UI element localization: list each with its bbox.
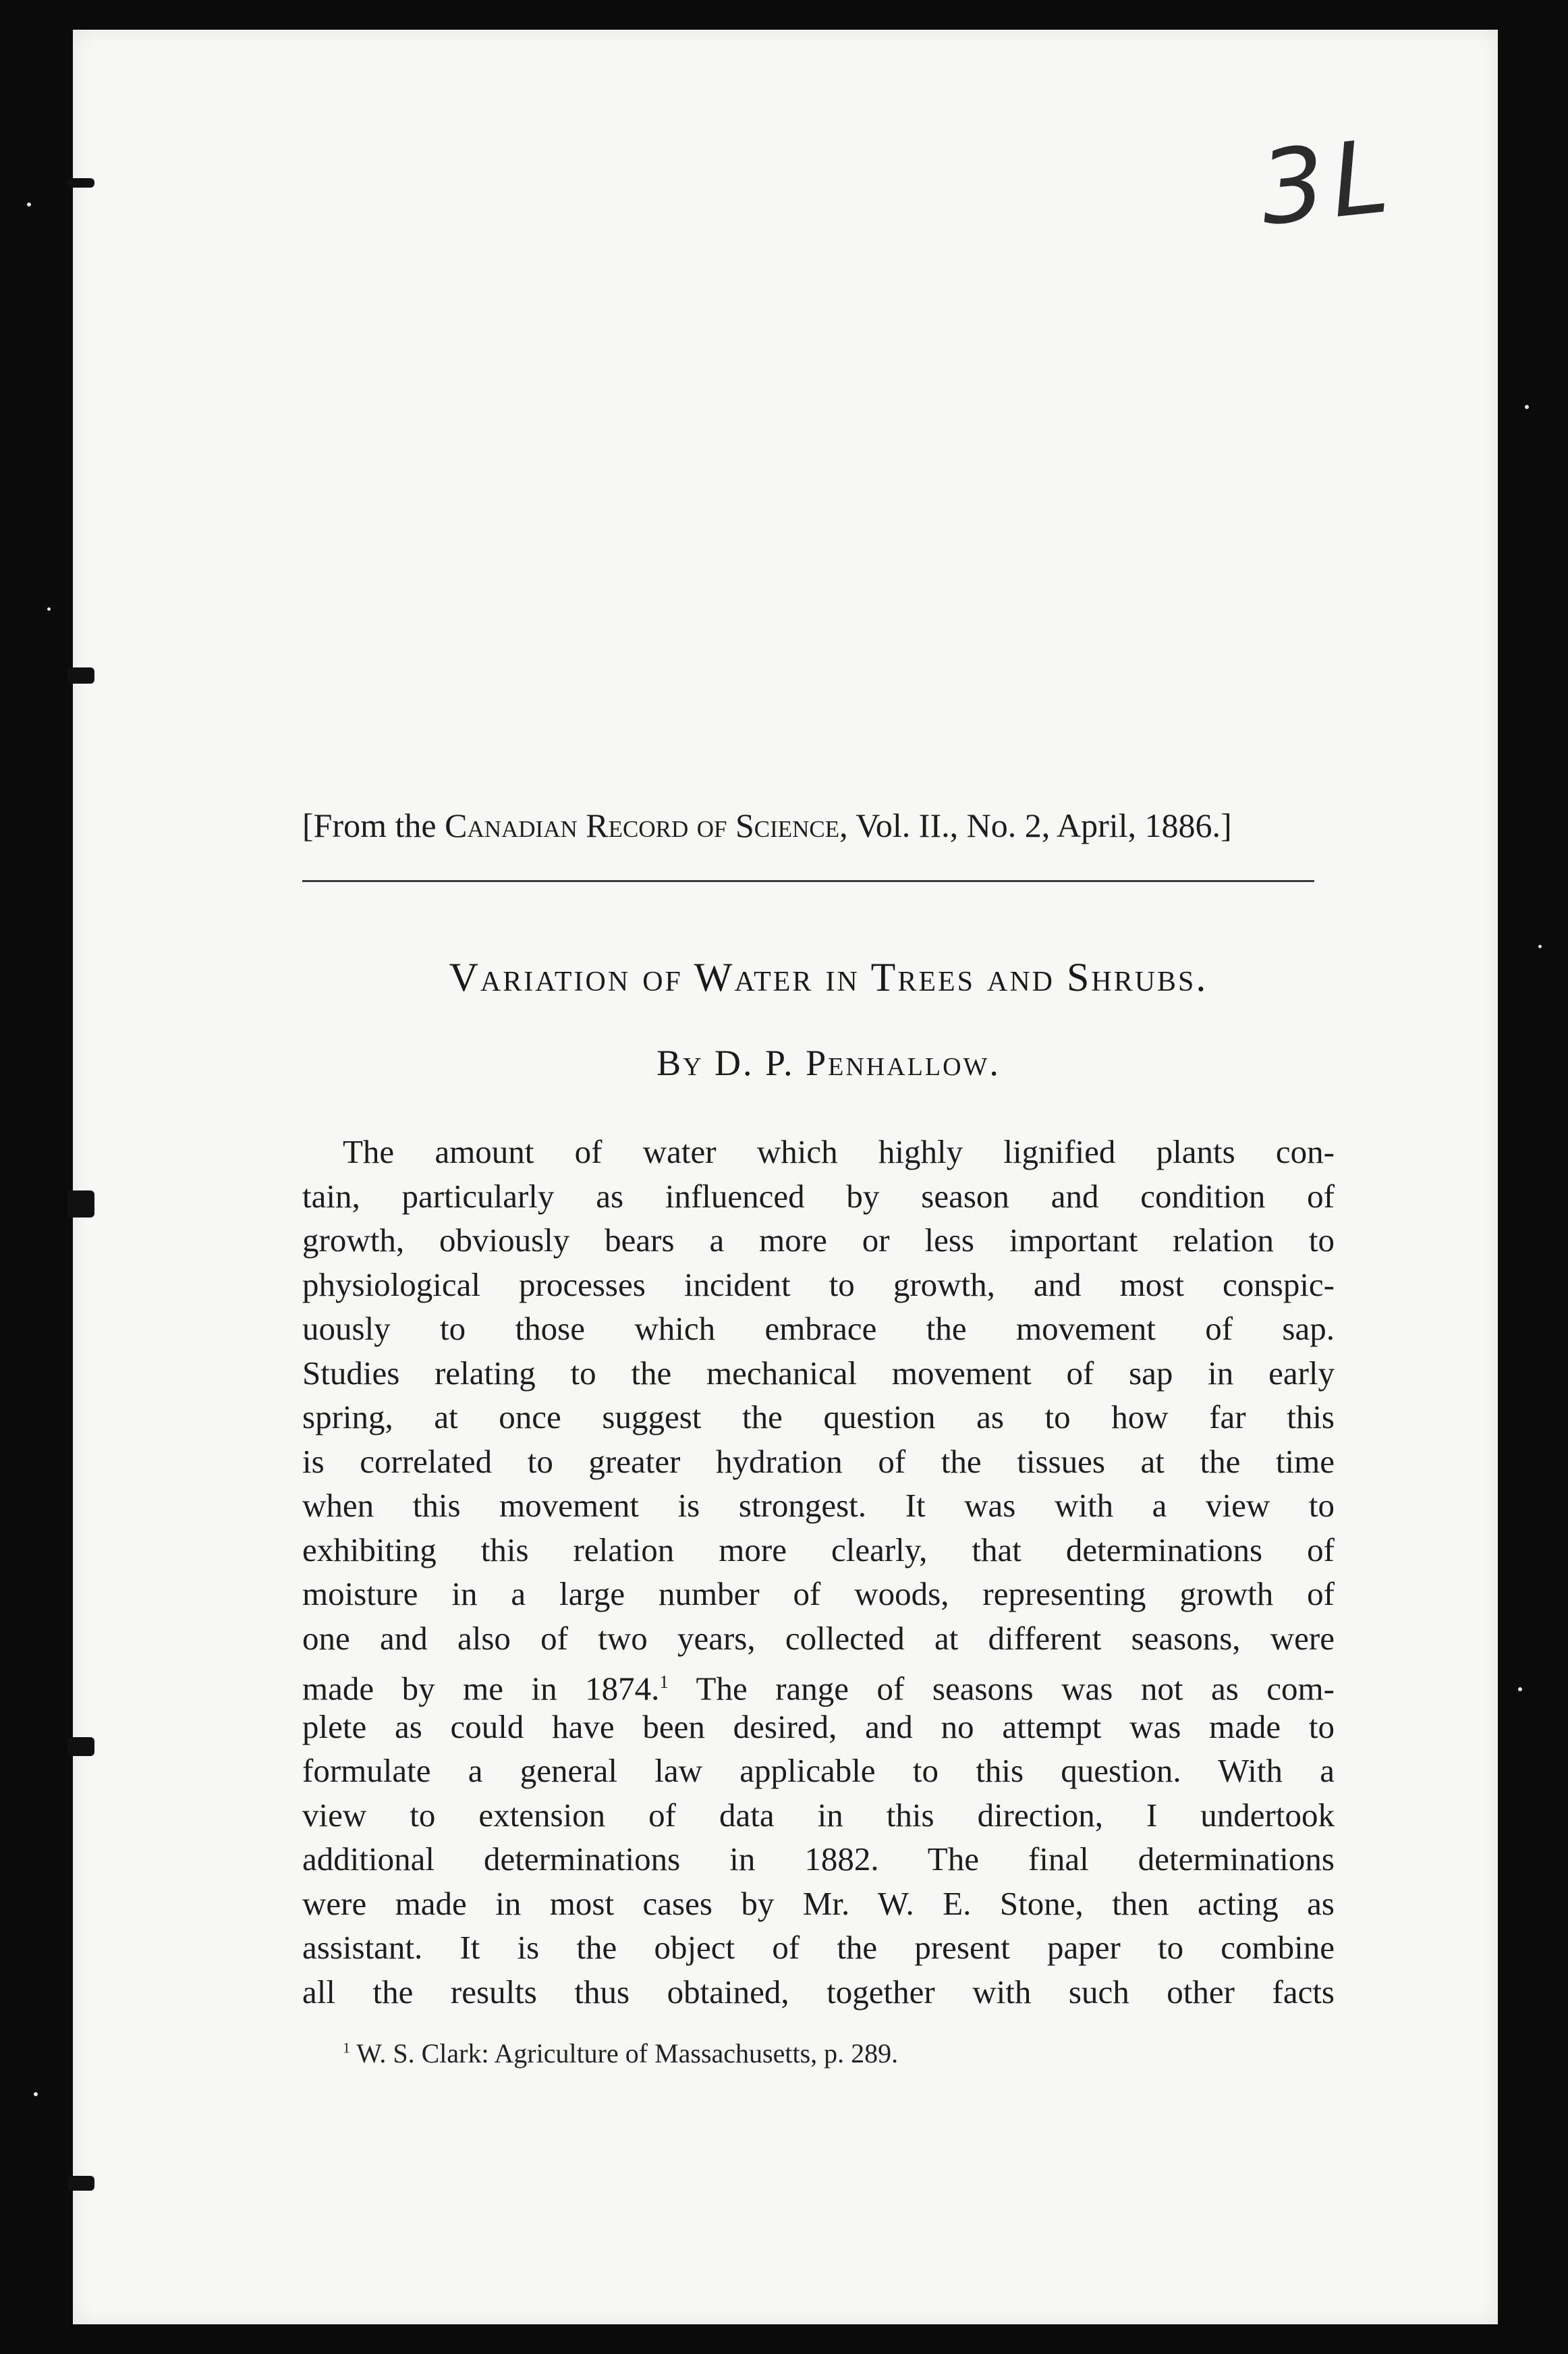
body-line: The amount of water which highly lignified plants con- <box>343 1133 1335 1170</box>
body-line-end: The range of seasons was not as com- <box>696 1670 1335 1707</box>
body-line: spring, at once suggest the question as to how far this <box>302 1398 1335 1435</box>
binding-mark <box>67 1737 94 1756</box>
body-line: view to extension of data in this direction, I undertook <box>302 1796 1335 1834</box>
body-line-start: made by me in 1874. <box>302 1670 660 1707</box>
body-line: all the results thus obtained, together with such other facts <box>302 1973 1335 2010</box>
body-line: when this movement is strongest. It was with a view to <box>302 1487 1335 1524</box>
binding-mark <box>67 178 94 188</box>
scan-speck <box>34 2092 38 2096</box>
body-line: formulate a general law applicable to this question. With a <box>302 1752 1335 1789</box>
journal-name: Canadian Record of Science <box>445 806 840 844</box>
footnote-text: W. S. Clark: Agriculture of Massachusetts, p. 289. <box>356 2038 899 2069</box>
article-author: By D. P. Penhallow. <box>656 1043 1001 1083</box>
scan-speck <box>27 202 31 207</box>
document-page <box>73 30 1498 2324</box>
body-line: exhibiting this relation more clearly, that determinations of <box>302 1531 1335 1568</box>
binding-mark <box>67 1190 94 1217</box>
body-line: is correlated to greater hydration of the tissues at the time <box>302 1442 1335 1480</box>
scan-speck <box>1538 945 1542 948</box>
body-line: were made in most cases by Mr. W. E. Stone, then acting as <box>302 1884 1335 1922</box>
body-line: moisture in a large number of woods, representing growth of <box>302 1575 1335 1612</box>
body-line-with-footnote <box>302 1660 1335 1705</box>
body-line: Studies relating to the mechanical movement of sap in early <box>302 1354 1335 1392</box>
source-prefix: [From the <box>302 806 445 844</box>
body-line: additional determinations in 1882. The final determinations <box>302 1840 1335 1878</box>
body-line: physiological processes incident to growth, and most conspic- <box>302 1265 1335 1303</box>
body-line: one and also of two years, collected at different seasons, were <box>302 1619 1335 1657</box>
body-line: plete as could have been desired, and no attempt was made to <box>302 1707 1335 1745</box>
handwritten-margin-note: 3L <box>1254 117 1401 248</box>
source-suffix: , Vol. II., No. 2, April, 1886.] <box>839 806 1232 844</box>
body-line: assistant. It is the object of the present paper to combine <box>302 1929 1335 1966</box>
scan-speck <box>1518 1687 1522 1691</box>
binding-mark <box>67 667 94 684</box>
article-title: Variation of Water in Trees and Shrubs. <box>449 955 1208 1000</box>
horizontal-rule <box>302 880 1314 882</box>
footnote-marker: 1 <box>659 1672 669 1692</box>
body-line: growth, obviously bears a more or less important relation to <box>302 1222 1335 1259</box>
article-body <box>302 1130 1335 2014</box>
footnote <box>343 2037 1314 2069</box>
body-line: tain, particularly as influenced by season and condition of <box>302 1177 1335 1215</box>
binding-mark <box>67 2176 94 2191</box>
scan-speck <box>1525 405 1529 409</box>
body-line: uously to those which embrace the movement of sap. <box>302 1310 1335 1347</box>
scan-speck <box>47 607 51 611</box>
source-citation <box>302 806 1328 845</box>
footnote-number: 1 <box>343 2039 350 2056</box>
